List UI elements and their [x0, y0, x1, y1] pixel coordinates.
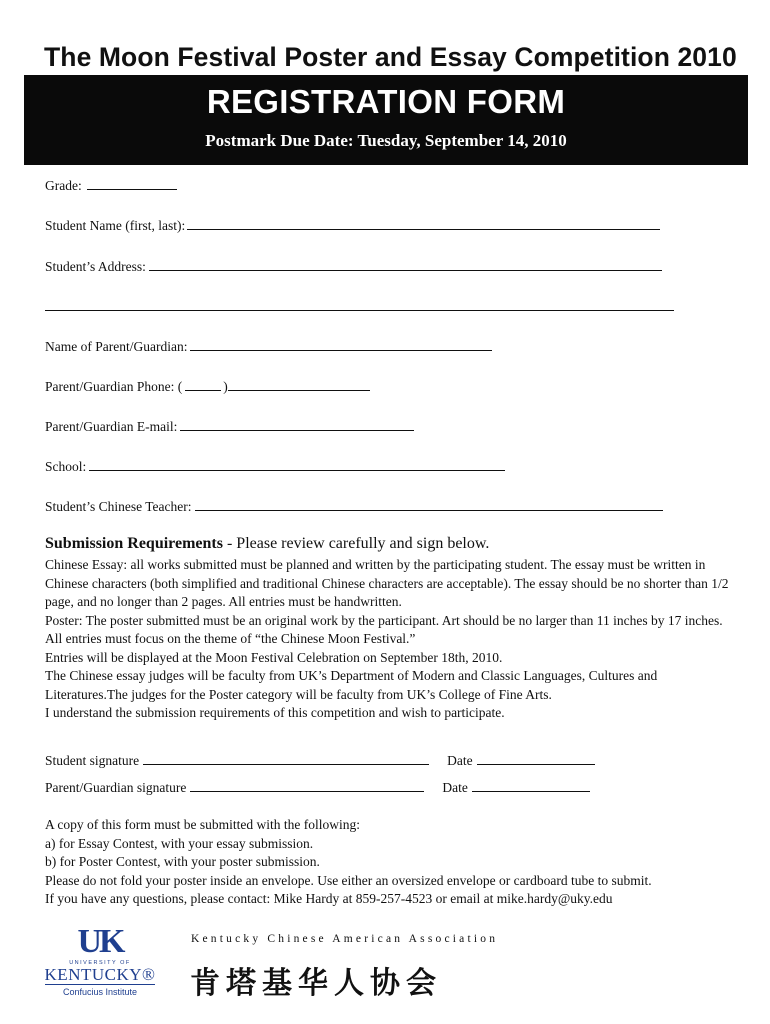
parent-name-field[interactable] — [190, 337, 492, 351]
student-name-row — [45, 216, 660, 234]
parent-name-label: Name of Parent/Guardian: — [45, 339, 188, 354]
requirements-body — [45, 556, 730, 723]
parent-phone-area-code-field[interactable] — [185, 377, 221, 391]
contact-line: If you have any questions, please contact: Mike Hardy at 859-257-4523 or email at mike.hardy@uky.edu — [45, 891, 613, 906]
uk-logo-university: UNIVERSITY OF — [69, 960, 131, 966]
school-label: School: — [45, 459, 87, 474]
student-address-field-2[interactable] — [45, 297, 674, 311]
requirement-essay: Chinese Essay: all works submitted must be planned and written by the participating student. The essay must be written in Chinese characters (both simplified and traditional Chinese characters are acceptable). The essay should be no shorter than 1/2 page, and no longer than 2 pages. All entries must be handwritten. — [45, 557, 729, 609]
student-address-row-2 — [45, 297, 674, 311]
chinese-teacher-field[interactable] — [195, 497, 663, 511]
parent-email-label: Parent/Guardian E-mail: — [45, 419, 178, 434]
requirements-heading-bold: Submission Requirements — [45, 535, 223, 552]
association-name-chinese: 肯塔基华人协会 — [190, 966, 442, 1001]
requirements-heading — [45, 535, 489, 553]
parent-email-row — [45, 417, 414, 435]
chinese-teacher-label: Student’s Chinese Teacher: — [45, 499, 192, 514]
student-name-label: Student Name (first, last): — [45, 218, 186, 233]
grade-field[interactable] — [87, 176, 177, 190]
requirement-judges: The Chinese essay judges will be faculty from UK’s Department of Modern and Classic Languages, Cultures and Literatures.The judges for the Poster category will be faculty from UK’s College of Fine Arts. — [45, 668, 658, 702]
student-address-row — [45, 257, 662, 275]
form-title: REGISTRATION FORM — [206, 83, 566, 120]
parent-date-label: Date — [442, 780, 468, 795]
registration-banner — [24, 75, 748, 165]
student-address-field[interactable] — [149, 257, 662, 271]
uk-logo-kentucky: KENTUCKY® — [44, 965, 156, 984]
parent-signature-label: Parent/Guardian signature — [45, 780, 187, 795]
parent-phone-label: Parent/Guardian Phone: ( — [45, 379, 183, 394]
parent-phone-paren: ) — [223, 379, 228, 394]
requirement-poster: Poster: The poster submitted must be an original work by the participant. Art should be no larger than 11 inches by 17 inches. — [45, 612, 723, 628]
requirement-acknowledgement: I understand the submission requirements of this competition and wish to participate. — [45, 705, 505, 720]
school-row — [45, 457, 505, 475]
copy-instructions — [45, 816, 745, 909]
requirement-theme: All entries must focus on the theme of “the Chinese Moon Festival.” — [45, 631, 416, 646]
student-name-field[interactable] — [187, 216, 660, 230]
uk-confucius-institute-logo — [44, 925, 156, 997]
school-field[interactable] — [89, 457, 505, 471]
parent-name-row — [45, 337, 492, 355]
copy-instruction-line: A copy of this form must be submitted with the following: — [45, 817, 360, 832]
parent-signature-row — [45, 778, 590, 796]
parent-phone-field[interactable] — [228, 377, 370, 391]
grade-row — [45, 176, 177, 194]
competition-title: The Moon Festival Poster and Essay Competition 2010 — [44, 42, 737, 72]
parent-email-field[interactable] — [180, 417, 414, 431]
parent-phone-row — [45, 377, 370, 395]
copy-instruction-line: Please do not fold your poster inside an envelope. Use either an oversized envelope or cardboard tube to submit. — [45, 872, 652, 888]
chinese-teacher-row — [45, 497, 663, 515]
postmark-due-date: Postmark Due Date: Tuesday, September 14, 2010 — [205, 131, 567, 150]
uk-logo-mark: UK — [77, 923, 123, 960]
parent-signature-field[interactable] — [190, 778, 424, 792]
uk-logo-institute: Confucius Institute — [62, 987, 138, 997]
grade-label: Grade: — [45, 178, 82, 193]
copy-instruction-line: a) for Essay Contest, with your essay submission. — [45, 835, 314, 851]
copy-instruction-line: b) for Poster Contest, with your poster submission. — [45, 854, 320, 869]
parent-date-field[interactable] — [472, 778, 590, 792]
student-signature-field[interactable] — [143, 751, 429, 765]
requirements-heading-rest: - Please review carefully and sign below. — [222, 535, 490, 552]
association-name-english: Kentucky Chinese American Association — [191, 933, 499, 945]
requirement-display: Entries will be displayed at the Moon Festival Celebration on September 18th, 2010. — [45, 649, 503, 665]
student-date-label: Date — [447, 753, 473, 768]
student-signature-label: Student signature — [45, 753, 140, 768]
student-date-field[interactable] — [477, 751, 595, 765]
student-address-label: Student’s Address: — [45, 259, 146, 274]
student-signature-row — [45, 751, 595, 769]
